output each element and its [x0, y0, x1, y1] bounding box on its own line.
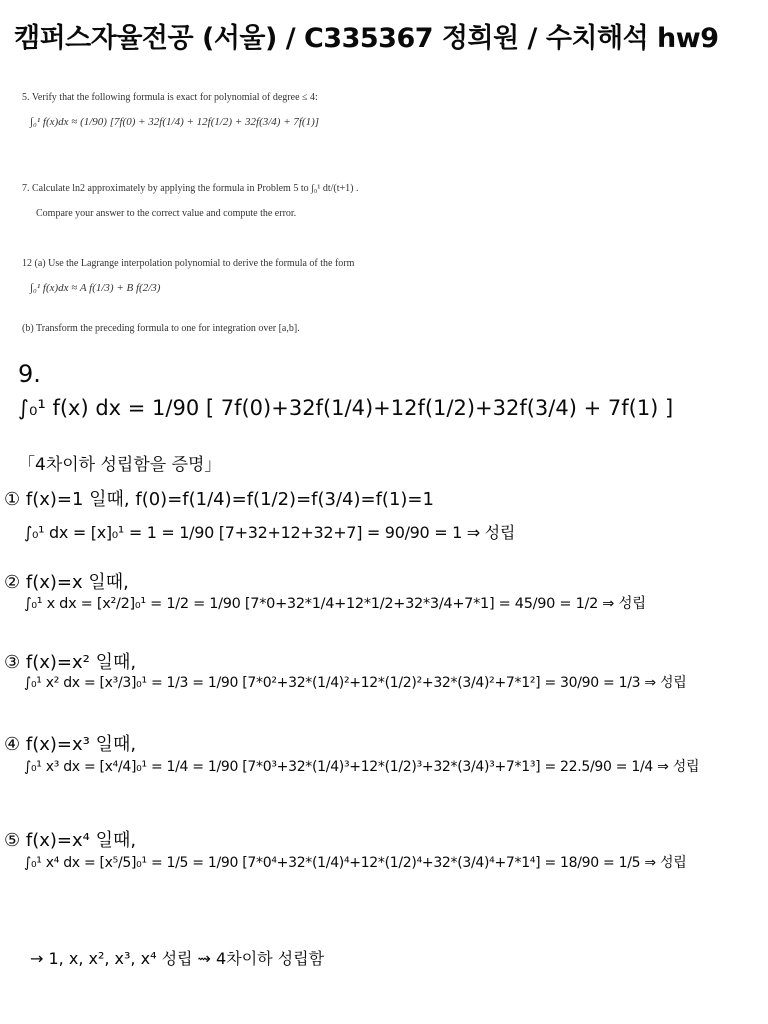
case-4-calculation: ∫₀¹ x³ dx = [x⁴/4]₀¹ = 1/4 = 1/90 [7*0³+32*(1/4)³+12*(1/2)³+32*(3/4)³+7*1³] = 22.5/90 = 1/4 ⇒ 성립 — [24, 759, 700, 775]
solution-number: 9. — [18, 360, 41, 388]
solution-conclusion: → 1, x, x², x³, x⁴ 성립 ⇝ 4차이하 성립함 — [30, 949, 325, 968]
case-1-title: ① f(x)=1 일때, f(0)=f(1/4)=f(1/2)=f(3/4)=f(1)=1 — [4, 489, 434, 510]
page-header-title: 캠퍼스자율전공 (서울) / C335367 정희원 / 수치해석 hw9 — [14, 23, 719, 54]
case-1-calculation: ∫₀¹ dx = [x]₀¹ = 1 = 1/90 [7+32+12+32+7] = 90/90 = 1 ⇒ 성립 — [24, 523, 515, 542]
problem-12b-text: (b) Transform the preceding formula to one for integration over [a,b]. — [22, 323, 300, 334]
case-5-title: ⑤ f(x)=x⁴ 일때, — [4, 830, 137, 851]
case-5-calculation: ∫₀¹ x⁴ dx = [x⁵/5]₀¹ = 1/5 = 1/90 [7*0⁴+32*(1/4)⁴+12*(1/2)⁴+32*(3/4)⁴+7*1⁴] = 18/90 = 1/5 ⇒ 성립 — [24, 855, 687, 871]
problem-12-formula: ∫₀¹ f(x)dx ≈ A f(1/3) + B f(2/3) — [30, 282, 161, 294]
case-4-title: ④ f(x)=x³ 일때, — [4, 734, 137, 755]
case-3-calculation: ∫₀¹ x² dx = [x³/3]₀¹ = 1/3 = 1/90 [7*0²+32*(1/4)²+12*(1/2)²+32*(3/4)²+7*1²] = 30/90 = 1/3 ⇒ 성립 — [24, 675, 687, 691]
problem-7-text: 7. Calculate ln2 approximately by applying the formula in Problem 5 to ∫₀¹ dt/(t+1) . — [22, 183, 359, 194]
problem-5-text: 5. Verify that the following formula is exact for polynomial of degree ≤ 4: — [22, 92, 318, 103]
problem-5-formula: ∫₀¹ f(x)dx ≈ (1/90) [7f(0) + 32f(1/4) + 12f(1/2) + 32f(3/4) + 7f(1)] — [30, 116, 320, 128]
case-2-calculation: ∫₀¹ x dx = [x²/2]₀¹ = 1/2 = 1/90 [7*0+32*1/4+12*1/2+32*3/4+7*1] = 45/90 = 1/2 ⇒ 성립 — [24, 596, 646, 612]
problem-12a-text: 12 (a) Use the Lagrange interpolation polynomial to derive the formula of the form — [22, 258, 355, 269]
problem-7-text-2: Compare your answer to the correct value and compute the error. — [36, 208, 297, 219]
case-2-title: ② f(x)=x 일때, — [4, 572, 129, 593]
case-3-title: ③ f(x)=x² 일때, — [4, 652, 137, 673]
solution-formula: ∫₀¹ f(x) dx = 1/90 [ 7f(0)+32f(1/4)+12f(1/2)+32f(3/4) + 7f(1) ] — [18, 396, 674, 420]
solution-claim: 「4차이하 성립함을 증명」 — [18, 455, 222, 475]
